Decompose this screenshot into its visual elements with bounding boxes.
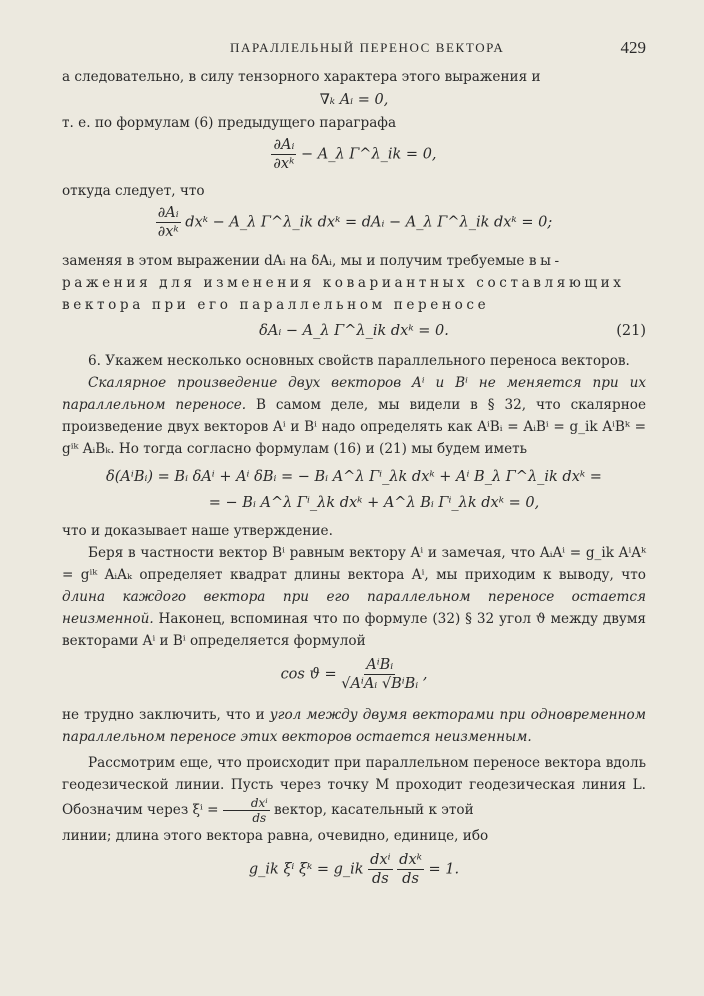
formula-21 <box>62 316 646 346</box>
denominator: ∂xᵏ <box>157 224 179 240</box>
denominator: ∂xᵏ <box>273 156 295 172</box>
formula-tail: , <box>422 666 428 683</box>
running-title: ПАРАЛЛЕЛЬНЫЙ ПЕРЕНОС ВЕКТОРА <box>230 40 505 55</box>
text-span: Рассмотрим еще, что происходит при параллельном переносе вектора вдоль геодезической линии. Пусть через точку M проходит геодезическая линия L. Обозначим через ξⁱ = <box>62 755 646 818</box>
text-span: Наконец, вспоминая что по формуле (32) § 32 угол ϑ между двумя векторами Aⁱ и Bⁱ определяется формулой <box>62 611 646 649</box>
text-span: Беря в частности вектор Bⁱ равным вектору Aⁱ и замечая, что AᵢAⁱ = g_ik AⁱAᵏ = gⁱᵏ AᵢAₖ определяет квадрат длины вектора Aⁱ, мы приходим к выводу, что <box>62 545 646 583</box>
formula-lhs: g_ik ξⁱ ξᵏ = g_ik <box>248 861 364 878</box>
denominator: √AⁱAᵢ √BⁱBᵢ <box>341 676 419 692</box>
text-span: вектор, касательный к этой <box>274 802 474 818</box>
text-line: т. е. по формулам (6) предыдущего параграфа <box>62 115 397 131</box>
paragraph-6: 6. Укажем несколько основных свойств параллельного переноса векторов. <box>88 353 630 369</box>
text-line: а следовательно, в силу тензорного характера этого выражения и <box>62 69 541 85</box>
denominator: ds <box>252 811 267 825</box>
formula-line: = − Bᵢ A^λ Γⁱ_λk dxᵏ + A^λ Bᵢ Γⁱ_λk dxᵏ = 0, <box>208 495 540 511</box>
page-number: 429 <box>620 38 646 57</box>
italic-statement: длина каждого вектора при его параллельном переносе остается неизменной. <box>62 589 646 627</box>
paragraph-8 <box>62 704 646 748</box>
text-span: заменяя в этом выражении dAᵢ на δAᵢ, мы и получим требуемые <box>62 253 525 269</box>
numerator: ∂Aᵢ <box>273 137 295 153</box>
text-line: линии; длина этого вектора равна, очевидно, единице, ибо <box>62 828 489 844</box>
paragraph-7 <box>62 542 646 652</box>
text-line: что и доказывает наше утверждение. <box>62 523 333 539</box>
formula-rhs: = 1. <box>428 861 460 878</box>
formula-unit-length <box>62 847 646 897</box>
numerator: dxᵏ <box>399 852 422 868</box>
formula-cosine <box>62 652 646 704</box>
fraction <box>397 851 424 888</box>
proof-text: В самом деле, мы видели в § 32, что скалярное произведение двух векторов Aⁱ и Bⁱ надо определять как AⁱBᵢ = AᵢBⁱ = g_ik AⁱBᵏ = gⁱᵏ AᵢBₖ. Но тогда согласно формулам (16) и (21) мы будем иметь <box>62 397 646 457</box>
fraction <box>271 136 296 173</box>
text-line: откуда следует, что <box>62 183 205 199</box>
formula-covariant-derivative: ∇ₖ Aᵢ = 0, <box>319 92 389 108</box>
equation-number: (21) <box>616 323 646 339</box>
running-header <box>62 38 646 66</box>
theorem-text: Скалярное произведение двух векторов Aⁱ и Bⁱ не меняется при их параллельном переносе. <box>62 375 646 413</box>
numerator: dxⁱ <box>370 852 391 868</box>
formula-2 <box>62 134 646 180</box>
formula-scalar-product <box>62 460 646 516</box>
numerator: ∂Aᵢ <box>157 205 179 221</box>
formula-lhs: cos ϑ = <box>280 666 337 683</box>
formula-body: δAᵢ − A_λ Γ^λ_ik dxᵏ = 0. <box>259 323 449 339</box>
fraction <box>341 656 418 693</box>
italic-statement: угол между двумя векторами при одновременном параллельном переносе этих векторов остается неизменным. <box>62 707 646 745</box>
formula-line: δ(AⁱBᵢ) = Bᵢ δAⁱ + Aⁱ δBᵢ = − Bᵢ A^λ Γⁱ_λk dxᵏ + Aⁱ B_λ Γ^λ_ik dxᵏ = <box>106 469 602 485</box>
denominator: ds <box>372 871 389 887</box>
spaced-text: вы- <box>528 253 563 269</box>
text-line <box>62 250 646 272</box>
fraction <box>223 796 270 825</box>
paragraph-6-theorem <box>62 372 646 460</box>
formula-3 <box>62 202 646 250</box>
numerator: AⁱBᵢ <box>366 657 394 673</box>
numerator: dxⁱ <box>223 796 270 811</box>
spaced-text-line: ражения для изменения ковариантных составляющих <box>62 275 625 291</box>
formula-rest: dxᵏ − A_λ Γ^λ_ik dxᵏ = dAᵢ − A_λ Γ^λ_ik dxᵏ = 0; <box>185 214 553 231</box>
spaced-text-line: вектора при его параллельном переносе <box>62 297 490 313</box>
fraction <box>368 851 392 888</box>
fraction <box>156 204 181 241</box>
paragraph-9 <box>62 752 646 825</box>
text-span: не трудно заключить, что и <box>62 707 265 723</box>
formula-rest: − A_λ Γ^λ_ik = 0, <box>300 146 437 163</box>
denominator: ds <box>402 871 419 887</box>
